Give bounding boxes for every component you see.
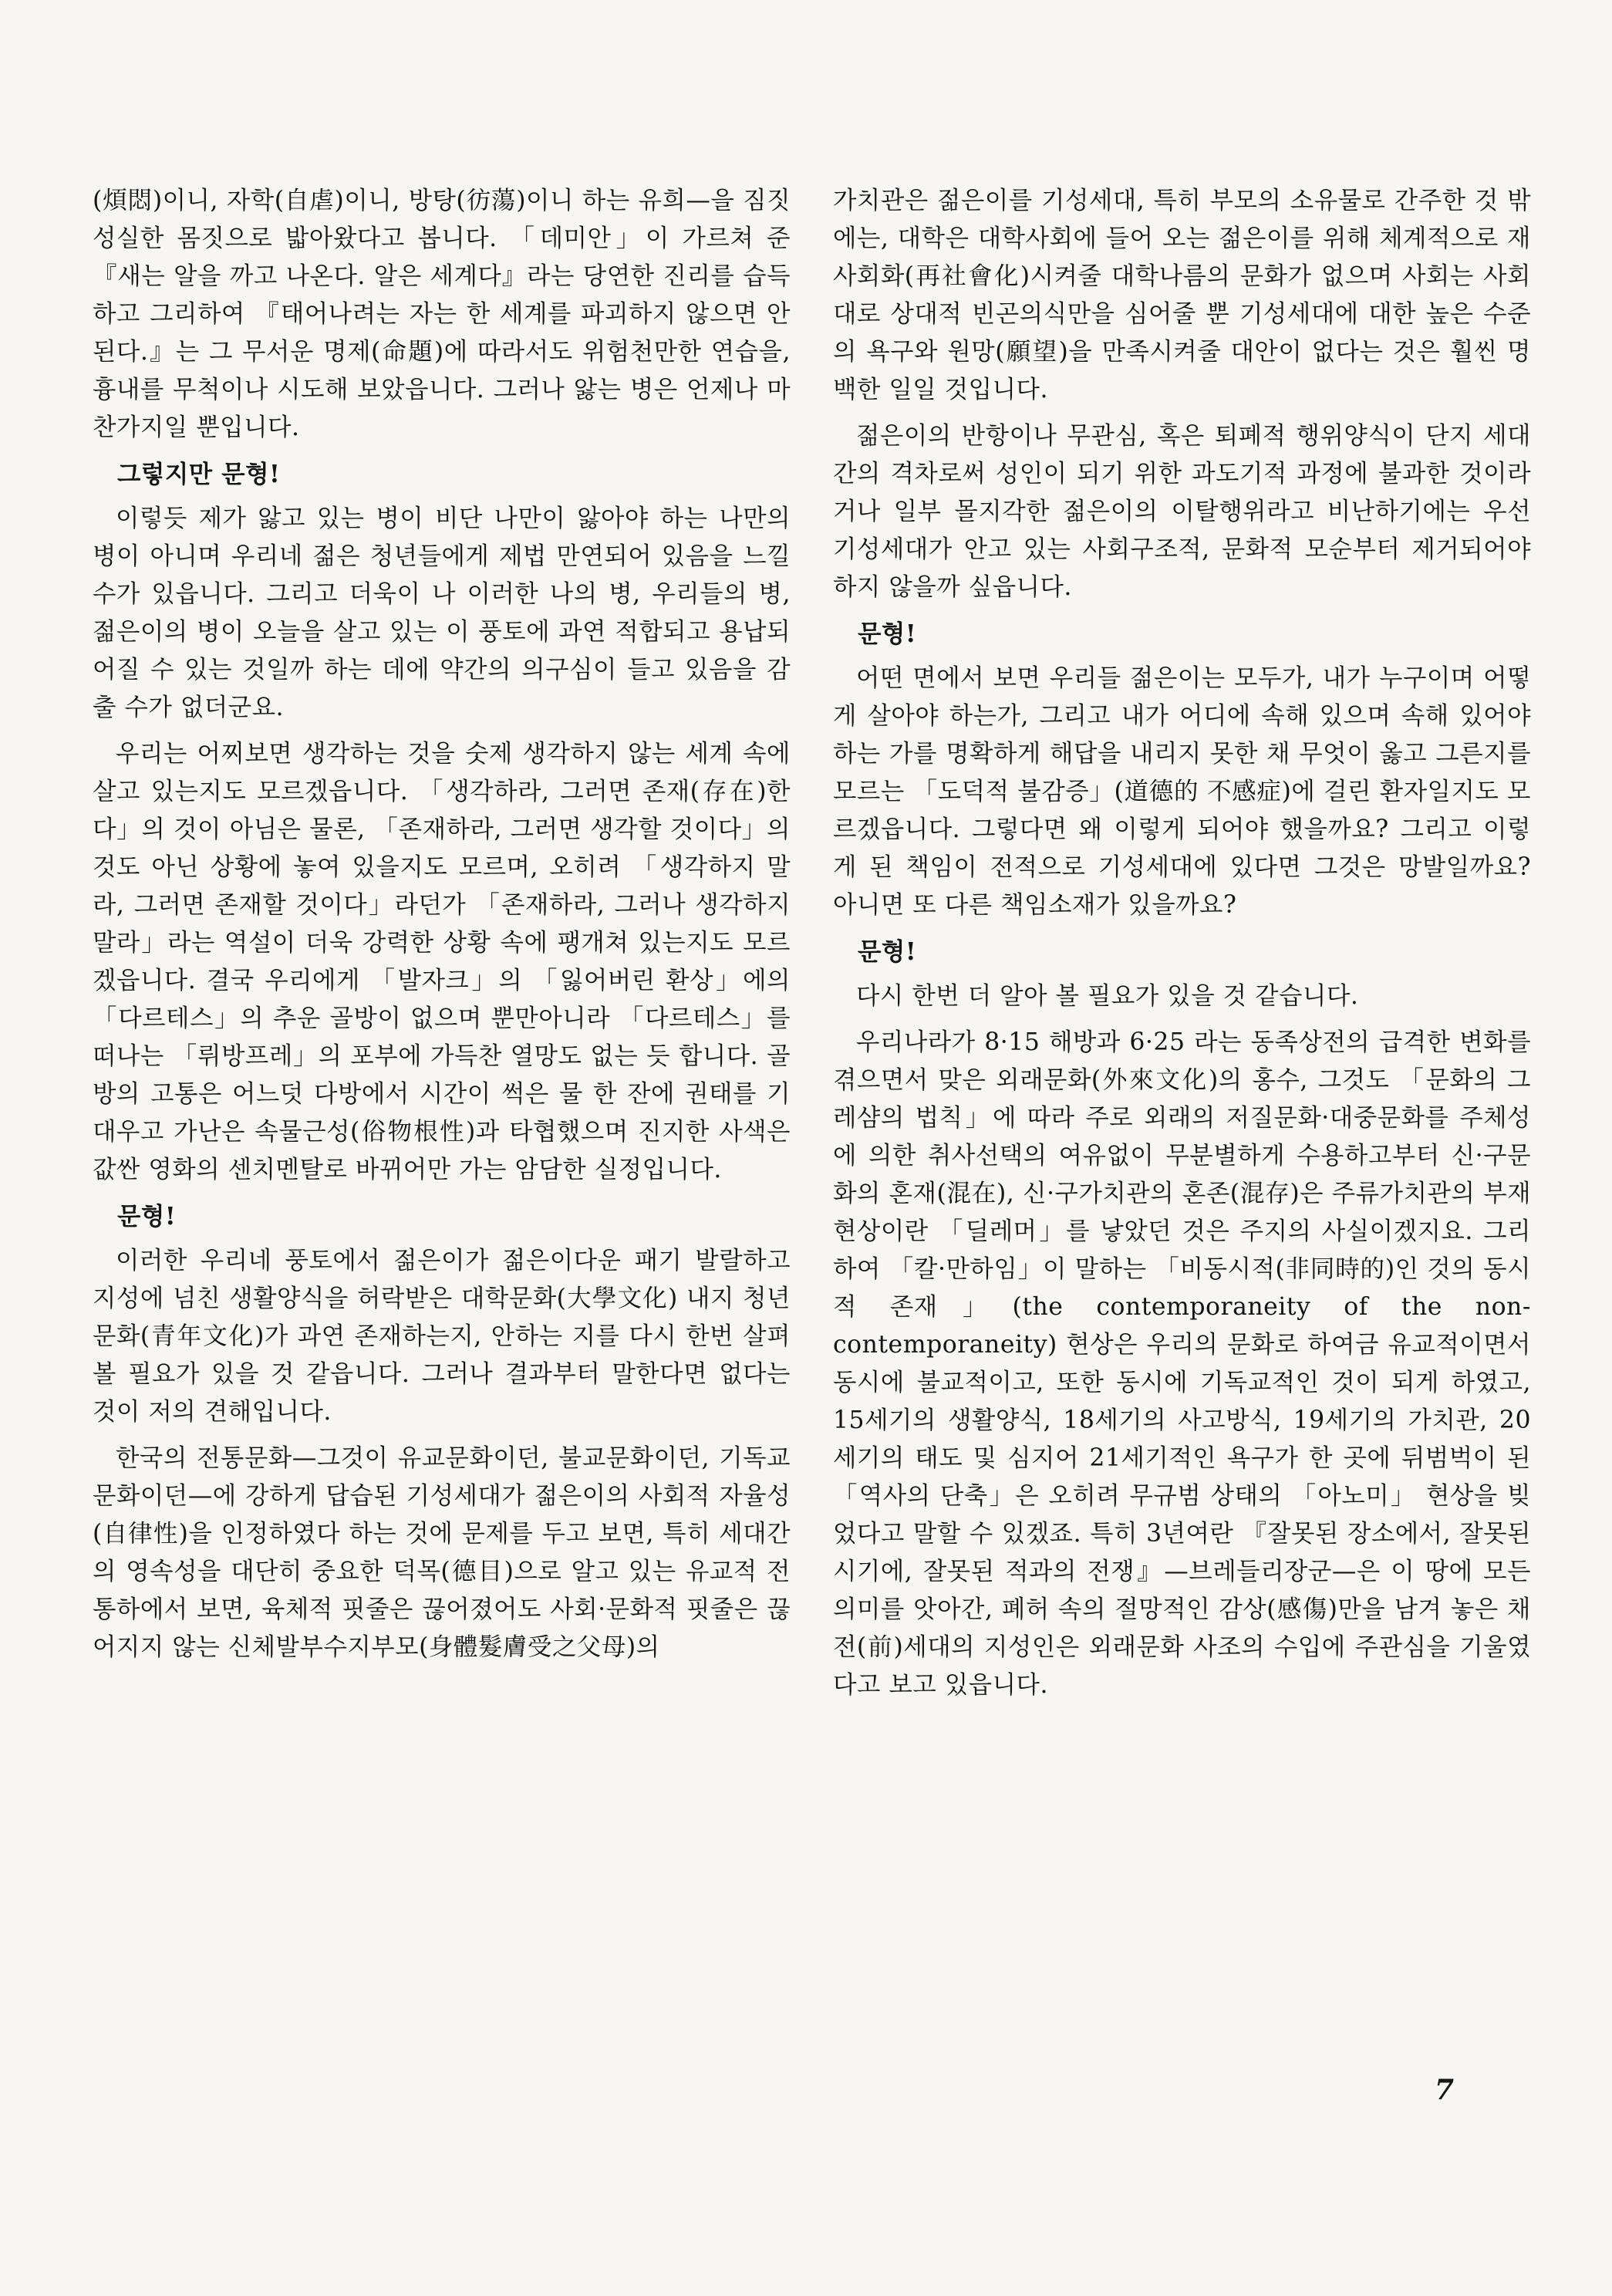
body-paragraph: 이렇듯 제가 앓고 있는 병이 비단 나만이 앓아야 하는 나만의 병이 아니며 우리네 젊은 청년들에게 제법 만연되어 있음을 느낄 수가 있읍니다. 그리고 더욱이 나 이러한 나의 병, 우리들의 병, 젊은이의 병이 오늘을 살고 있는 이 풍토에 과연 적합되고 용납되어질 수 있는 것일까 하는 데에 약간의 의구심이 들고 있음을 감출 수가 없더군요. [93, 505, 791, 721]
body-paragraph: 어떤 면에서 보면 우리들 젊은이는 모두가, 내가 누구이며 어떻게 살아야 하는가, 그리고 내가 어디에 속해 있으며 속해 있어야 하는 가를 명확하게 해답을 내리지 못한 채 무엇이 옳고 그른지를 모르는 「도덕적 불감증」(道德的 不感症)에 걸린 환자일지도 모르겠읍니다. 그렇다면 왜 이렇게 되어야 했을까요? 그리고 이렇게 된 책임이 전적으로 기성세대에 있다면 그것은 망발일까요? 아니면 또 다른 책임소재가 있을까요? [833, 664, 1531, 919]
body-paragraph: 한국의 전통문화—그것이 유교문화이던, 불교문화이던, 기독교 문화이던—에 강하게 답습된 기성세대가 젊은이의 사회적 자율성(自律性)을 인정하였다 하는 것에 문제를 두고 보면, 특히 세대간의 영속성을 대단히 중요한 덕목(德目)으로 알고 있는 유교적 전통하에서 보면, 육체적 핏줄은 끊어졌어도 사회·문화적 핏줄은 끊어지지 않는 신체발부수지부모(身體髮膚受之父母)의 [93, 1444, 791, 1661]
body-paragraph: 가치관은 젊은이를 기성세대, 특히 부모의 소유물로 간주한 것 밖에는, 대학은 대학사회에 들어 오는 젊은이를 위해 체계적으로 재사회화(再社會化)시켜줄 대학나름의 문화가 없으며 사회는 사회대로 상대적 빈곤의식만을 심어줄 뿐 기성세대에 대한 높은 수준의 욕구와 원망(願望)을 만족시켜줄 대안이 없다는 것은 훨씬 명백한 일일 것입니다. [833, 187, 1531, 403]
right-column [833, 182, 1531, 1713]
section-heading: 문형! [858, 620, 917, 648]
body-paragraph: 젊은이의 반항이나 무관심, 혹은 퇴폐적 행위양식이 단지 세대간의 격차로써 성인이 되기 위한 과도기적 과정에 불과한 것이라거나 일부 몰지각한 젊은이의 이탈행위라고 비난하기에는 우선 기성세대가 안고 있는 사회구조적, 문화적 모순부터 제거되어야 하지 않을까 싶읍니다. [833, 422, 1531, 601]
page-number: 7 [1435, 2074, 1455, 2106]
body-paragraph: 우리는 어찌보면 생각하는 것을 숫제 생각하지 않는 세계 속에 살고 있는지도 모르겠읍니다. 「생각하라, 그러면 존재(存在)한다」의 것이 아님은 물론, 「존재하라, 그러면 생각할 것이다」의 것도 아닌 상황에 놓여 있을지도 모르며, 오히려 「생각하지 말라, 그러면 존재할 것이다」라던가 「존재하라, 그러나 생각하지 말라」라는 역설이 더욱 강력한 상황 속에 팽개쳐 있는지도 모르겠읍니다. 결국 우리에게 「발자크」의 「잃어버린 환상」에의 「다르테스」의 추운 골방이 없으며 뿐만아니라 「다르테스」를 떠나는 「뤼방프레」의 포부에 가득찬 열망도 없는 듯 합니다. 골방의 고통은 어느덧 다방에서 시간이 썩은 물 한 잔에 권태를 기대우고 가난은 속물근성(俗物根性)과 타협했으며 진지한 사색은 값싼 영화의 센치멘탈로 바뀌어만 가는 암담한 실정입니다. [93, 740, 791, 1183]
left-column [93, 182, 791, 1675]
body-paragraph: 이러한 우리네 풍토에서 젊은이가 젊은이다운 패기 발랄하고 지성에 넘친 생활양식을 허락받은 대학문화(大學文化) 내지 청년문화(青年文化)가 과연 존재하는지, 안하는 지를 다시 한번 살펴볼 필요가 있을 것 같읍니다. 그러나 결과부터 말한다면 없다는 것이 저의 견해입니다. [93, 1247, 791, 1426]
body-paragraph: 다시 한번 더 알아 볼 필요가 있을 것 같습니다. [856, 982, 1359, 1010]
section-heading: 문형! [117, 1202, 177, 1231]
body-paragraph: 우리나라가 8·15 해방과 6·25 라는 동족상전의 급격한 변화를 겪으면서 맞은 외래문화(外來文化)의 홍수, 그것도 「문화의 그레샴의 법칙」에 따라 주로 외래의 저질문화·대중문화를 주체성에 의한 취사선택의 여유없이 무분별하게 수용하고부터 신·구문화의 혼재(混在), 신·구가치관의 혼존(混存)은 주류가치관의 부재현상이란 「딜레머」를 낳았던 것은 주지의 사실이겠지요. 그리하여 「칼·만하임」이 말하는 「비동시적(非同時的)인 것의 동시적 존재」(the contemporaneity of the non-contemporaneity) 현상은 우리의 문화로 하여금 유교적이면서 동시에 불교적이고, 또한 동시에 기독교적인 것이 되게 하였고, 15세기의 생활양식, 18세기의 사고방식, 19세기의 가치관, 20세기의 태도 및 심지어 21세기적인 욕구가 한 곳에 뒤범벅이 된 「역사의 단축」은 오히려 무규범 상태의 「아노미」 현상을 빚었다고 말할 수 있겠죠. 특히 3년여란 『잘못된 장소에서, 잘못된 시기에, 잘못된 적과의 전쟁』—브레들리장군—은 이 땅에 모든 의미를 앗아간, 폐허 속의 절망적인 감상(感傷)만을 남겨 놓은 채 전(前)세대의 지성인은 외래문화 사조의 수입에 주관심을 기울였다고 보고 있읍니다. [833, 1028, 1532, 1699]
body-paragraph: (煩悶)이니, 자학(自虐)이니, 방탕(彷蕩)이니 하는 유희—을 짐짓 성실한 몸짓으로 밟아왔다고 봅니다. 「데미안」이 가르쳐 준 『새는 알을 까고 나온다. 알은 세계다』라는 당연한 진리를 습득하고 그리하여 『태어나려는 자는 한 세계를 파괴하지 않으면 안된다.』는 그 무서운 명제(命題)에 따라서도 위험천만한 연습을, 흉내를 무척이나 시도해 보았읍니다. 그러나 앓는 병은 언제나 마찬가지일 뿐입니다. [93, 187, 791, 441]
section-heading: 문형! [858, 937, 917, 966]
section-heading: 그렇지만 문형! [117, 460, 281, 488]
